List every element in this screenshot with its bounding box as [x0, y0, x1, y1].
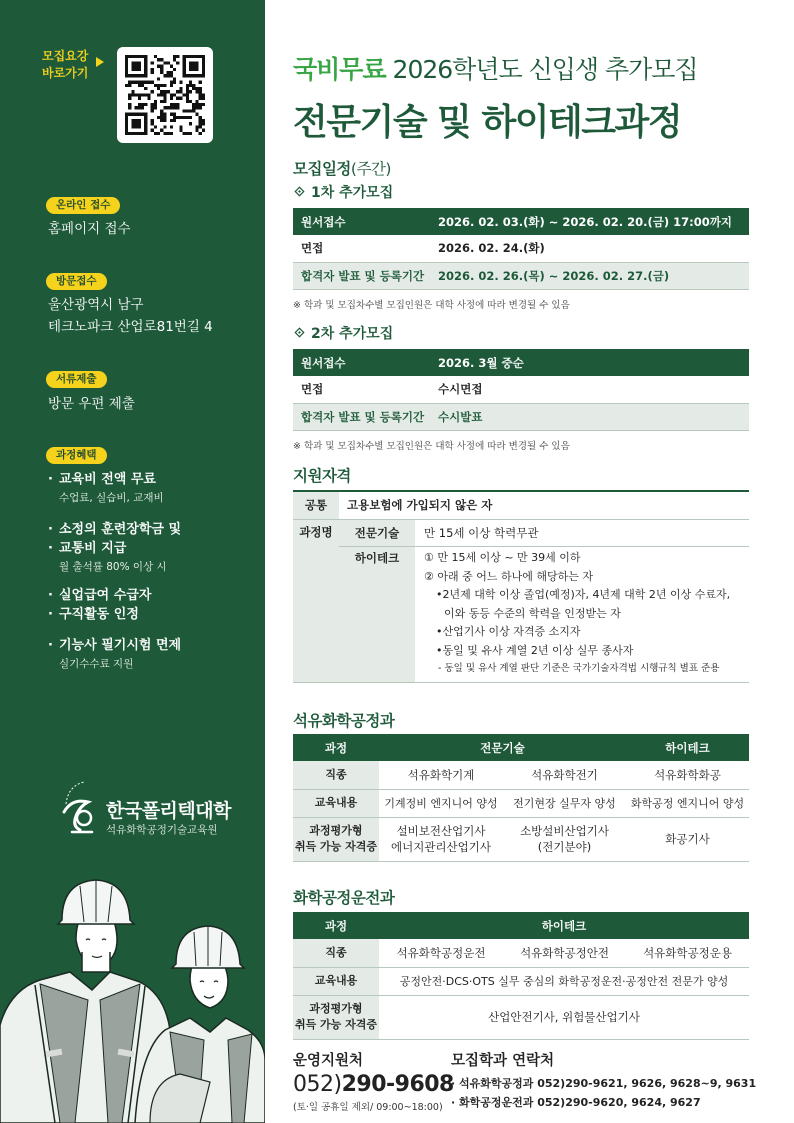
visit-address-line2: 테크노파크 산업로81번길 4: [48, 319, 213, 335]
row-header-line1: 과정평가형: [309, 824, 363, 837]
office-title: 운영지원처: [293, 1053, 364, 1069]
table-row: [293, 995, 749, 1039]
sidebar: [0, 0, 265, 1123]
benefit-title-text: 구직활동 인정: [59, 607, 139, 622]
table-row: [293, 761, 749, 789]
row-label: 합격자 발표 및 등록기간: [293, 403, 430, 430]
table-cell: 석유화학공정안전: [503, 939, 626, 967]
cert-name: 에너지관리산업기사: [391, 840, 491, 854]
table-row: [293, 939, 749, 967]
logo-sub: 석유화학공정기술교육원: [106, 824, 218, 836]
phone-prefix: 052): [293, 1072, 342, 1097]
table-row: [293, 817, 749, 861]
table-cell: 석유화학기계: [379, 761, 503, 789]
requirement-line: ② 아래 중 어느 하나에 해당하는 자: [424, 569, 593, 583]
dept-contact-line[interactable]: · 화학공정운전과 052)290-9620, 9624, 9627: [451, 1096, 701, 1109]
schedule-title-suffix: (주간): [350, 160, 391, 178]
cert-name: (전기분야): [537, 840, 592, 854]
dept2-table: [293, 912, 749, 1040]
benefit-title-text: 교통비 지급: [59, 541, 127, 556]
requirement-line: •2년제 대학 이상 졸업(예정)자, 4년제 대학 2년 이상 수료자,: [436, 588, 731, 601]
common-label: 공통: [293, 492, 339, 519]
dept-contact-title: 모집학과 연락처: [451, 1053, 555, 1069]
row-value: 수시발표: [430, 403, 749, 430]
row-header: 직종: [293, 761, 379, 789]
hitech-requirements: [424, 549, 730, 679]
table-row: [293, 376, 749, 403]
table-cell: 석유화학공정운전: [379, 939, 503, 967]
headline-year-text: 2026학년도 신입생 추가모집: [385, 55, 698, 84]
table-cell: 전기현장 실무자 양성: [503, 789, 626, 817]
benefit-item: [48, 636, 258, 672]
docs-badge: 서류제출: [46, 371, 107, 388]
hitech-label: 하이테크: [354, 551, 400, 565]
table-cell: 공정안전·DCS·OTS 실무 중심의 화학공정운전·공정안전 전문가 양성: [379, 967, 749, 995]
row-value: 수시면접: [430, 376, 749, 403]
row-header: [293, 995, 379, 1039]
row-header: 교육내용: [293, 789, 379, 817]
row-label: 원서접수: [293, 349, 430, 376]
header-cell: 전문기술: [379, 734, 626, 761]
online-badge: 온라인 접수: [46, 197, 120, 214]
benefit-sub: 실기수수료 지원: [59, 658, 134, 670]
requirement-line: •동일 및 유사 계열 2년 이상 실무 종사자: [436, 643, 634, 657]
polytechnic-logo: [58, 772, 258, 842]
table-header-row: [293, 912, 749, 939]
table-row: [293, 403, 749, 430]
benefit-title-line2: [48, 539, 258, 558]
header-cell: 과정: [293, 912, 379, 939]
table-cell: [379, 817, 503, 861]
requirement-line: 이와 동등 수준의 학력을 인정받는 자: [444, 606, 621, 620]
table-row: [293, 967, 749, 995]
diamond-icon: [295, 187, 305, 197]
round1-title-text: 1차 추가모집: [311, 185, 394, 201]
visit-address-line1: 울산광역시 남구: [48, 297, 144, 313]
table-row: [293, 235, 749, 262]
round2-title-text: 2차 추가모집: [311, 326, 394, 342]
row-label: 면접: [293, 376, 430, 403]
table-cell: 석유화학화공: [626, 761, 749, 789]
qr-code[interactable]: [117, 47, 213, 143]
divider: [339, 546, 749, 547]
header-cell: 과정: [293, 734, 379, 761]
cert-name: 설비보전산업기사: [396, 824, 486, 838]
table-cell: 산업안전기사, 위험물산업기사: [379, 995, 749, 1039]
table-cell: 화공기사: [626, 817, 749, 861]
row-header-line1: 과정평가형: [309, 1002, 363, 1015]
benefit-title: · 소정의 훈련장학금 및: [48, 520, 258, 539]
arrow-right-icon: [96, 57, 104, 67]
phone-number: 290-9608: [341, 1072, 454, 1097]
dept-contact-line[interactable]: · 석유화학공정과 052)290-9621, 9626, 9628~9, 9631: [451, 1077, 757, 1090]
divider: [293, 682, 749, 683]
headline-free-label: 국비무료: [293, 55, 386, 84]
headline-line2: 전문기술 및 하이테크과정: [293, 102, 682, 143]
table-cell: 기계정비 엔지니어 양성: [379, 789, 503, 817]
table-row: [293, 208, 749, 235]
workers-illustration: [0, 860, 265, 1123]
round2-schedule-table: [293, 349, 749, 431]
row-header-line2: 취득 가능 자격증: [294, 1018, 378, 1031]
table-header-row: [293, 734, 749, 761]
row-value: 2026. 02. 24.(화): [430, 235, 749, 262]
benefit-item: [48, 520, 258, 575]
qr-code-icon: [125, 55, 205, 135]
row-label: 면접: [293, 235, 430, 262]
benefit-sub: 수업료, 실습비, 교재비: [59, 492, 164, 504]
requirement-line: ① 만 15세 이상 ~ 만 39세 이하: [424, 551, 581, 564]
requirement-line: •산업기사 이상 자격증 소지자: [436, 625, 581, 638]
round1-schedule-table: [293, 208, 749, 290]
benefit-title: · 실업급여 수급자: [48, 586, 258, 605]
qr-label-line1: 모집요강: [42, 49, 89, 63]
table-cell: 화학공정 엔지니어 양성: [626, 789, 749, 817]
online-text: 홈페이지 접수: [48, 221, 131, 237]
qualification-title: 지원자격: [293, 467, 351, 485]
specialist-label: 전문기술: [354, 526, 400, 540]
row-value: 2026. 3월 중순: [430, 349, 749, 376]
header-cell: 하이테크: [379, 912, 749, 939]
benefit-item: [48, 586, 258, 624]
logo-name: 한국폴리텍대학: [106, 800, 231, 822]
cert-name: 소방설비산업기사: [520, 824, 609, 838]
table-row: [293, 262, 749, 289]
row-label: 원서접수: [293, 208, 430, 235]
row-header-line2: 취득 가능 자격증: [294, 840, 378, 853]
dept1-title: 석유화학공정과: [293, 712, 395, 730]
table-row: [293, 789, 749, 817]
benefit-title: · 교육비 전액 무료: [48, 470, 258, 489]
benefit-title-line2: [48, 605, 258, 624]
dept2-title: 화학공정운전과: [293, 889, 395, 907]
row-header: 직종: [293, 939, 379, 967]
common-value: 고용보험에 가입되지 않은 자: [347, 498, 493, 512]
main-content: [265, 0, 794, 1123]
headline-line1: [293, 50, 698, 86]
benefit-sub: 월 출석률 80% 이상 시: [59, 561, 167, 573]
table-cell: [503, 817, 626, 861]
row-header: 교육내용: [293, 967, 379, 995]
qualification-table: [293, 492, 749, 684]
office-hours: (토·일 공휴일 제외/ 09:00~18:00): [293, 1102, 443, 1113]
table-cell: 석유화학전기: [503, 761, 626, 789]
benefits-badge: 과정혜택: [46, 447, 107, 464]
row-label: 합격자 발표 및 등록기간: [293, 262, 430, 289]
specialist-value: 만 15세 이상 학력무관: [424, 526, 539, 540]
docs-text: 방문 우편 제출: [48, 396, 135, 412]
round2-note: ※ 학과 및 모집차수별 모집인원은 대학 사정에 따라 변경될 수 있음: [293, 441, 570, 452]
row-header: [293, 817, 379, 861]
schedule-title: [293, 157, 391, 179]
benefit-item: [48, 470, 258, 506]
row-value: 2026. 02. 03.(화) ~ 2026. 02. 20.(금) 17:00까지: [430, 208, 749, 235]
course-label: 과정명: [293, 520, 339, 682]
visit-badge: 방문접수: [46, 273, 107, 290]
schedule-title-text: 모집일정: [293, 160, 351, 178]
header-cell: 하이테크: [626, 734, 749, 761]
qr-label-line2: 바로가기: [42, 66, 89, 80]
office-phone[interactable]: [293, 1072, 454, 1097]
dept1-table: [293, 734, 749, 862]
qr-label: [42, 48, 88, 82]
polytechnic-emblem-icon: [58, 772, 106, 842]
round2-title: [293, 323, 393, 343]
benefit-title: · 기능사 필기시험 면제: [48, 636, 258, 655]
round1-note: ※ 학과 및 모집차수별 모집인원은 대학 사정에 따라 변경될 수 있음: [293, 300, 570, 311]
table-row: [293, 349, 749, 376]
diamond-icon: [295, 328, 305, 338]
requirement-note: - 동일 및 유사 계열 판단 기준은 국가기술자격법 시행규칙 별표 준용: [438, 663, 720, 674]
row-value: 2026. 02. 26.(목) ~ 2026. 02. 27.(금): [430, 262, 749, 289]
table-cell: 석유화학공정운용: [626, 939, 749, 967]
round1-title: [293, 182, 393, 202]
